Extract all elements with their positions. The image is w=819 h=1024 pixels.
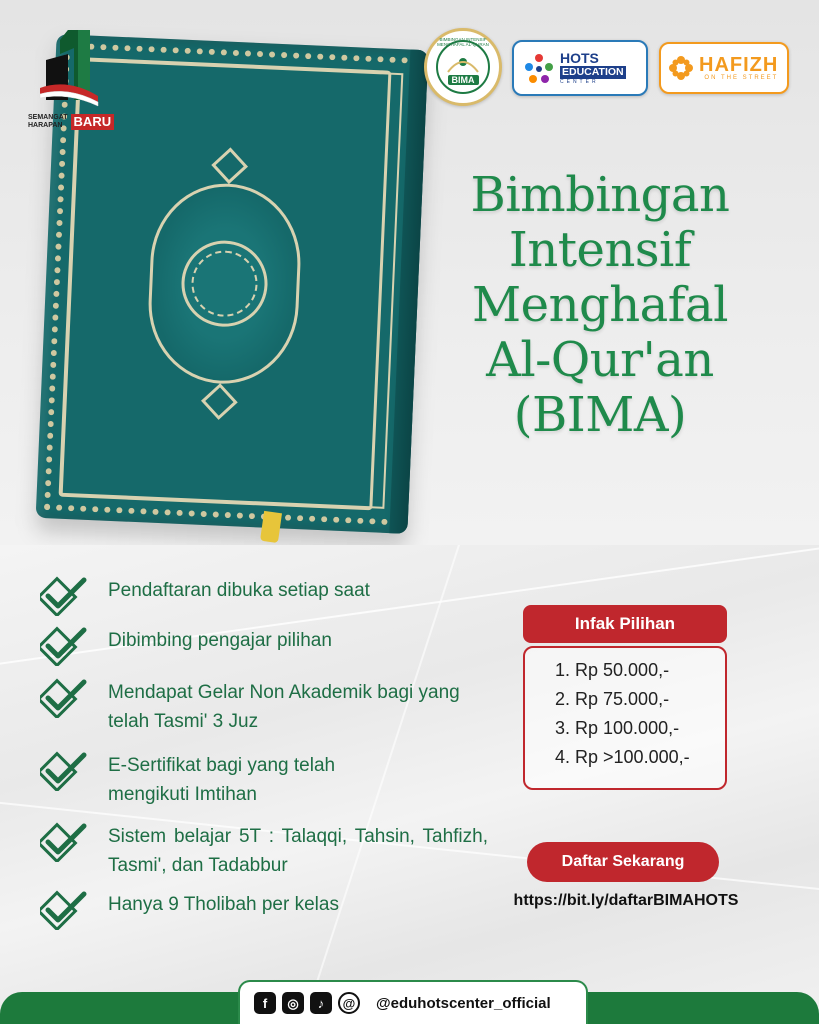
bima-logo-arc-text: BIMBINGAN INTENSIF MENGHAFAL AL-QURAN xyxy=(437,37,489,47)
feature-text: Dibimbing pengajar pilihan xyxy=(108,630,332,651)
hots-education-logo xyxy=(512,40,648,96)
infak-option: 2. Rp 75.000,- xyxy=(555,689,670,709)
list-item xyxy=(40,822,500,880)
infak-options-box xyxy=(523,646,727,790)
list-item xyxy=(40,751,500,809)
hots-logo-education: EDUCATION xyxy=(562,66,624,79)
anniversary-text-1: SEMANGAT xyxy=(28,114,68,121)
check-icon xyxy=(40,678,88,718)
bima-logo xyxy=(424,28,502,106)
threads-icon[interactable]: @ xyxy=(338,992,360,1014)
feature-text: Pendaftaran dibuka setiap saat xyxy=(108,580,370,601)
tiktok-icon[interactable]: ♪ xyxy=(310,992,332,1014)
infak-option: 1. Rp 50.000,- xyxy=(555,660,670,680)
anniversary-baru: BARU xyxy=(71,114,115,130)
page-title: Bimbingan Intensif Menghafal Al-Qur'an (BIMA) xyxy=(470,167,730,443)
list-item xyxy=(40,678,500,736)
social-handle[interactable]: @eduhotscenter_official xyxy=(376,994,551,1012)
registration-link[interactable]: https://bit.ly/daftarBIMAHOTS xyxy=(513,892,739,909)
infak-heading: Infak Pilihan xyxy=(523,605,727,643)
list-item xyxy=(40,626,500,666)
hafizh-logo xyxy=(659,42,789,94)
hots-logo-center: CENTER xyxy=(560,78,599,85)
check-icon xyxy=(40,822,88,862)
list-item xyxy=(40,576,500,616)
feature-text: Mendapat Gelar Non Akademik bagi yang telah Tasmi' 3 Juz xyxy=(108,682,460,732)
infak-option: 4. Rp >100.000,- xyxy=(555,747,690,767)
feature-text: E-Sertifikat bagi yang telah mengikuti Imtihan xyxy=(108,755,336,805)
bima-logo-ring xyxy=(436,40,490,94)
feature-text: Hanya 9 Tholibah per kelas xyxy=(108,894,339,915)
bima-logo-label: BIMA xyxy=(448,75,479,85)
social-bar xyxy=(238,980,588,1024)
flower-pattern-icon xyxy=(667,54,695,82)
feature-text: Sistem belajar 5T : Talaqqi, Tahsin, Tahfizh, Tasmi', dan Tadabbur xyxy=(108,826,488,876)
hafizh-logo-tagline: ON THE STREET xyxy=(704,75,779,81)
daftar-sekarang-button[interactable]: Daftar Sekarang xyxy=(527,842,719,882)
check-icon xyxy=(40,626,88,666)
anniversary-text-2: HARAPAN xyxy=(28,122,63,129)
instagram-icon[interactable]: ◎ xyxy=(282,992,304,1014)
infak-option: 3. Rp 100.000,- xyxy=(555,718,680,738)
check-icon xyxy=(40,751,88,791)
people-circle-icon xyxy=(522,51,556,85)
book-medallion xyxy=(145,180,304,386)
hots-logo-text: HOTS xyxy=(560,50,599,67)
number-one-icon xyxy=(38,30,100,110)
anniversary-logo xyxy=(28,28,112,140)
check-icon xyxy=(40,576,88,616)
facebook-icon[interactable]: f xyxy=(254,992,276,1014)
check-icon xyxy=(40,890,88,930)
list-item xyxy=(40,890,500,930)
hafizh-logo-text: HAFIZH xyxy=(699,54,779,76)
